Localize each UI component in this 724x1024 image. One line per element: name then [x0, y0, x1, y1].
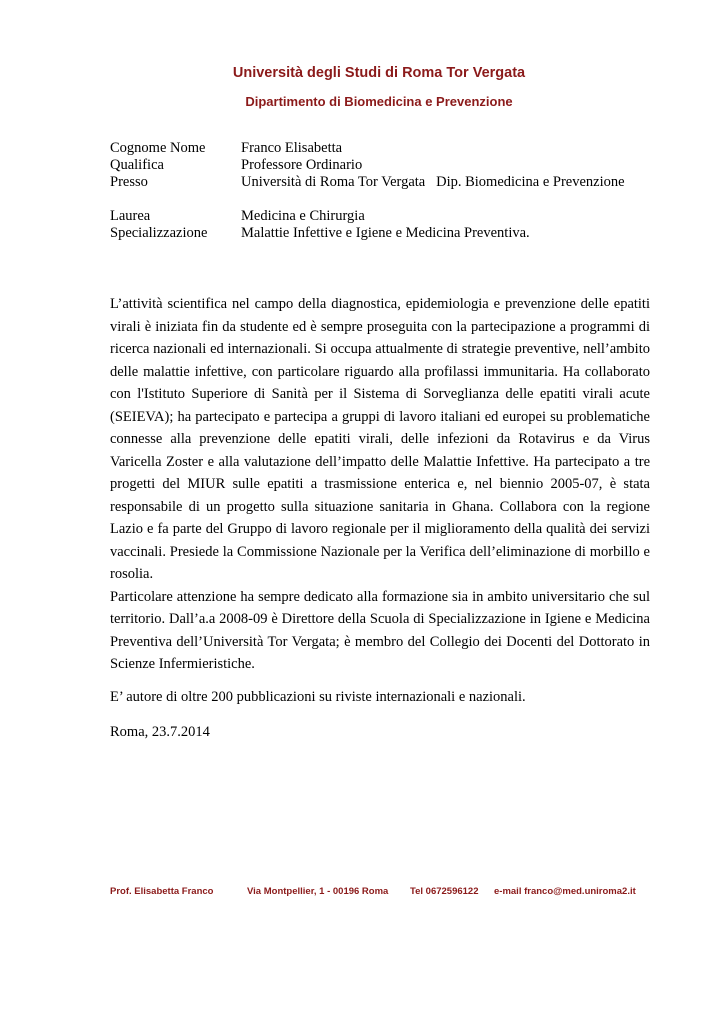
info-value: Franco Elisabetta	[241, 140, 343, 156]
place-date: Roma, 23.7.2014	[110, 724, 210, 740]
info-value: Professore Ordinario	[241, 157, 363, 173]
footer-name: Prof. Elisabetta Franco	[110, 886, 214, 897]
footer-address: Via Montpellier, 1 - 00196 Roma	[247, 886, 389, 897]
info-label: Qualifica	[110, 157, 164, 173]
info-row-laurea	[110, 208, 625, 225]
info-label: Specializzazione	[110, 225, 208, 241]
info-label: Laurea	[110, 208, 151, 224]
bio-paragraph-teaching: Particolare attenzione ha sempre dedicato alla formazione sia in ambito universitario che sul territorio. Dall’a.a 2008-09 è Direttore della Scuola di Specializzazione in Igiene e Medicina Preventiva dell’Università Tor Vergata; è membro del Collegio dei Docenti del Dottorato in Scienze Infermieristiche.	[110, 588, 650, 672]
info-row-specializzazione	[110, 225, 625, 242]
biography	[110, 293, 650, 744]
bio-paragraph-publications: E’ autore di oltre 200 pubblicazioni su riviste internazionali e nazionali.	[110, 688, 526, 705]
info-row-presso	[110, 174, 625, 191]
info-label: Cognome Nome	[110, 140, 206, 156]
info-value: Università di Roma Tor Vergata Dip. Biomedicina e Prevenzione	[241, 174, 625, 190]
bio-paragraph-research: L’attività scientifica nel campo della diagnostica, epidemiologia e prevenzione delle epatiti virali è iniziata fin da studente ed è sempre proseguita con la partecipazione a programmi di ricerca nazionali ed internazionali. Si occupa attualmente di strategie preventive, nell’ambito delle malattie infettive, con particolare riguardo alla profilassi immunitaria. Ha collaborato con l'Istituto Superiore di Sanità per il Sistema di Sorveglianza delle epatiti virali acute (SEIEVA); ha partecipato e partecipa a gruppi di lavoro italiani ed europei su problematiche connesse alla prevenzione delle epatiti virali, delle infezioni da Rotavirus e da Virus Varicella Zoster e alla valutazione dell’impatto delle Malattie Infettive. Ha partecipato a tre progetti del MIUR sulle epatiti a trasmissione enterica e, nel biennio 2005-07, è stata responsabile di un progetto sulla situazione sanitaria in Ghana. Collabora con la regione Lazio e fa parte del Gruppo di lavoro regionale per il miglioramento della qualità dei servizi vaccinali. Presiede la Commissione Nazionale per la Verifica dell’eliminazione di morbillo e rosolia.	[110, 296, 650, 582]
footer	[0, 886, 724, 900]
info-row-name	[110, 140, 625, 157]
footer-phone: Tel 0672596122	[410, 886, 479, 897]
personal-info	[110, 140, 625, 242]
info-row-qualifica	[110, 157, 625, 174]
info-spacer	[110, 191, 625, 208]
info-value: Malattie Infettive e Igiene e Medicina Preventiva.	[241, 225, 530, 241]
info-value: Medicina e Chirurgia	[241, 208, 365, 224]
university-title: Università degli Studi di Roma Tor Vergata	[232, 65, 526, 81]
info-label: Presso	[110, 174, 148, 190]
department-subtitle: Dipartimento di Biomedicina e Prevenzione	[245, 94, 513, 109]
footer-email[interactable]: e-mail franco@med.uniroma2.it	[494, 886, 636, 897]
